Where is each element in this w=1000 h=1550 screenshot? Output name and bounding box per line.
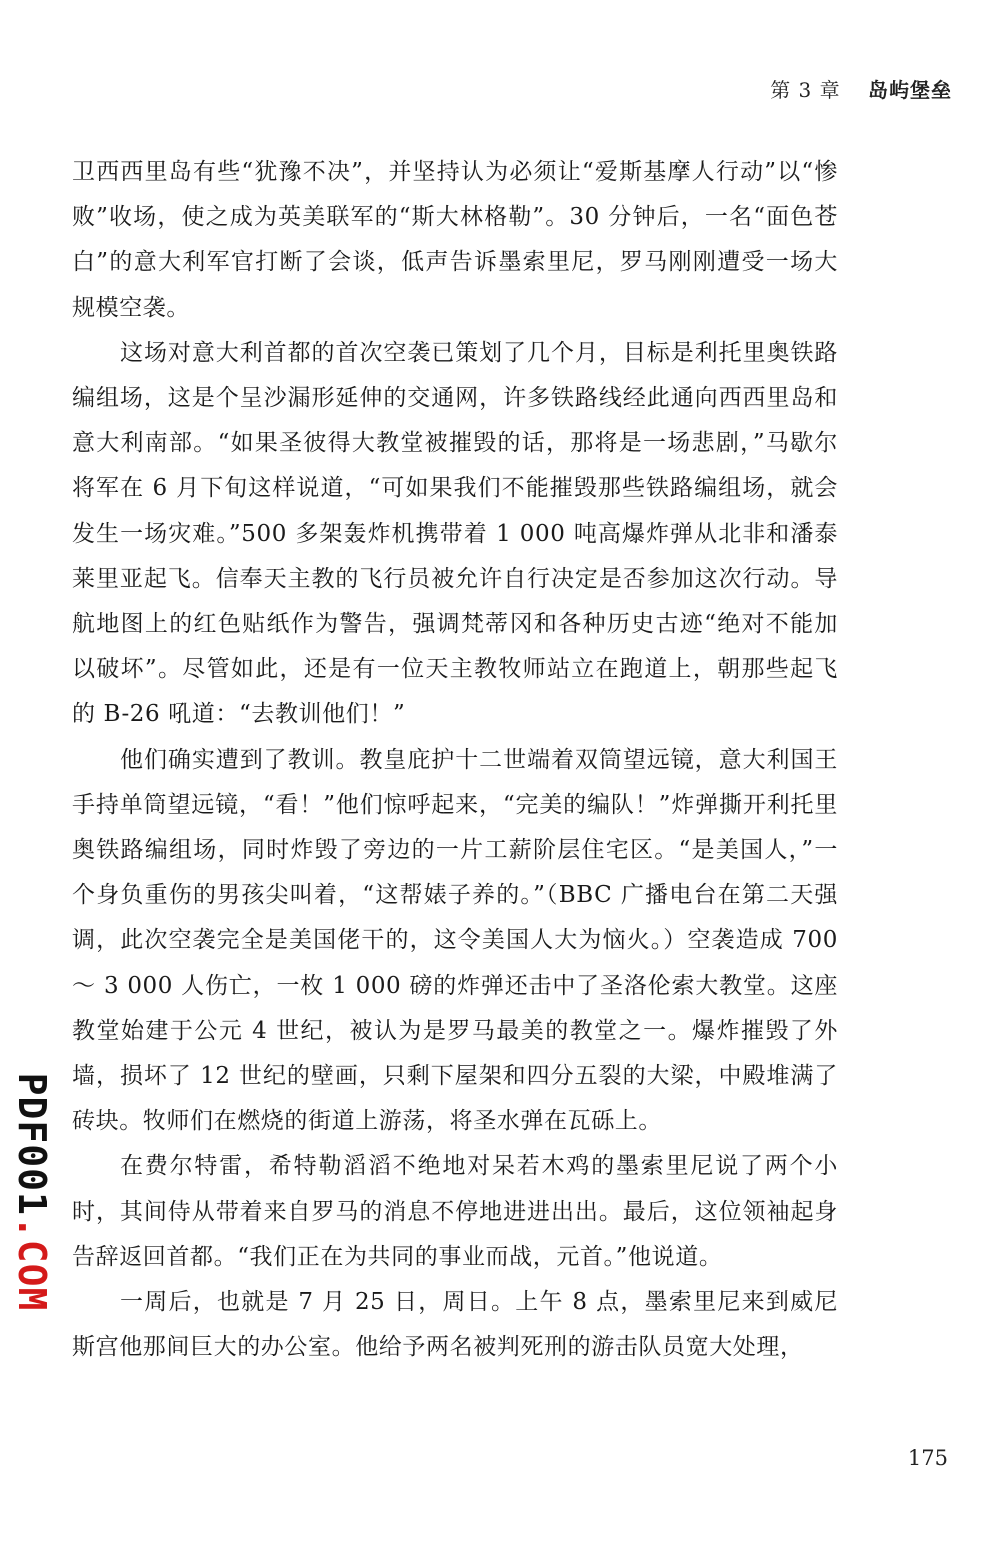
paragraph-continued: 卫西西里岛有些“犹豫不决”，并坚持认为必须让“爱斯基摩人行动”以“惨败”收场，使之成为英美联军的“斯大林格勒”。30 分钟后，一名“面色苍白”的意大利军官打断了会谈，低声告诉墨索里尼，罗马刚刚遭受一场大规模空袭。: [72, 159, 838, 321]
watermark-tld: COM: [10, 1239, 54, 1312]
paragraph-bombing-aftermath: 他们确实遭到了教训。教皇庇护十二世端着双筒望远镜，意大利国王手持单筒望远镜，“看！”他们惊呼起来，“完美的编队！”炸弹撕开利托里奥铁路编组场，同时炸毁了旁边的一片工薪阶层住宅区。“是美国人，”一个身负重伤的男孩尖叫着，“这帮婊子养的。”（BBC 广播电台在第二天强调，此次空袭完全是美国佬干的，这令美国人大为恼火。）空袭造成 700 ～ 3 000 人伤亡，一枚 1 000 磅的炸弹还击中了圣洛伦索大教堂。这座教堂始建于公元 4 世纪，被认为是罗马最美的教堂之一。爆炸摧毁了外墙，损坏了 12 世纪的壁画，只剩下屋架和四分五裂的大梁，中殿堆满了砖块。牧师们在燃烧的街道上游荡，将圣水弹在瓦砾上。: [72, 746, 838, 1135]
watermark-logo: [10, 1052, 54, 1332]
page-number: 175: [907, 1446, 948, 1470]
paragraph-rome-air-raid: 这场对意大利首都的首次空袭已策划了几个月，目标是利托里奥铁路编组场，这是个呈沙漏形延伸的交通网，许多铁路线经此通向西西里岛和意大利南部。“如果圣彼得大教堂被摧毁的话，那将是一场悲剧，”马歇尔将军在 6 月下旬这样说道，“可如果我们不能摧毁那些铁路编组场，就会发生一场灾难。”500 多架轰炸机携带着 1 000 吨高爆炸弹从北非和潘泰莱里亚起飞。信奉天主教的飞行员被允许自行决定是否参加这次行动。导航地图上的红色贴纸作为警告，强调梵蒂冈和各种历史古迹“绝对不能加以破坏”。尽管如此，还是有一位天主教牧师站立在跑道上，朝那些起飞的 B-26 吼道：“去教训他们！”: [72, 339, 838, 728]
body-text: [72, 150, 838, 1370]
chapter-number: 第 3 章: [770, 78, 841, 102]
paragraph-july-25: 一周后，也就是 7 月 25 日，周日。上午 8 点，墨索里尼来到威尼斯宫他那间巨大的办公室。他给予两名被判死刑的游击队员宽大处理，: [72, 1289, 838, 1361]
chapter-title: 岛屿堡垒: [868, 78, 952, 102]
paragraph-feltre-meeting: 在费尔特雷，希特勒滔滔不绝地对呆若木鸡的墨索里尼说了两个小时，其间侍从带着来自罗马的消息不停地进进出出。最后，这位领袖起身告辞返回首都。“我们正在为共同的事业而战，元首。”他说道。: [72, 1153, 838, 1270]
watermark-main: PDF001: [10, 1072, 54, 1216]
watermark-dot: .: [10, 1215, 54, 1240]
running-head: [770, 74, 952, 103]
